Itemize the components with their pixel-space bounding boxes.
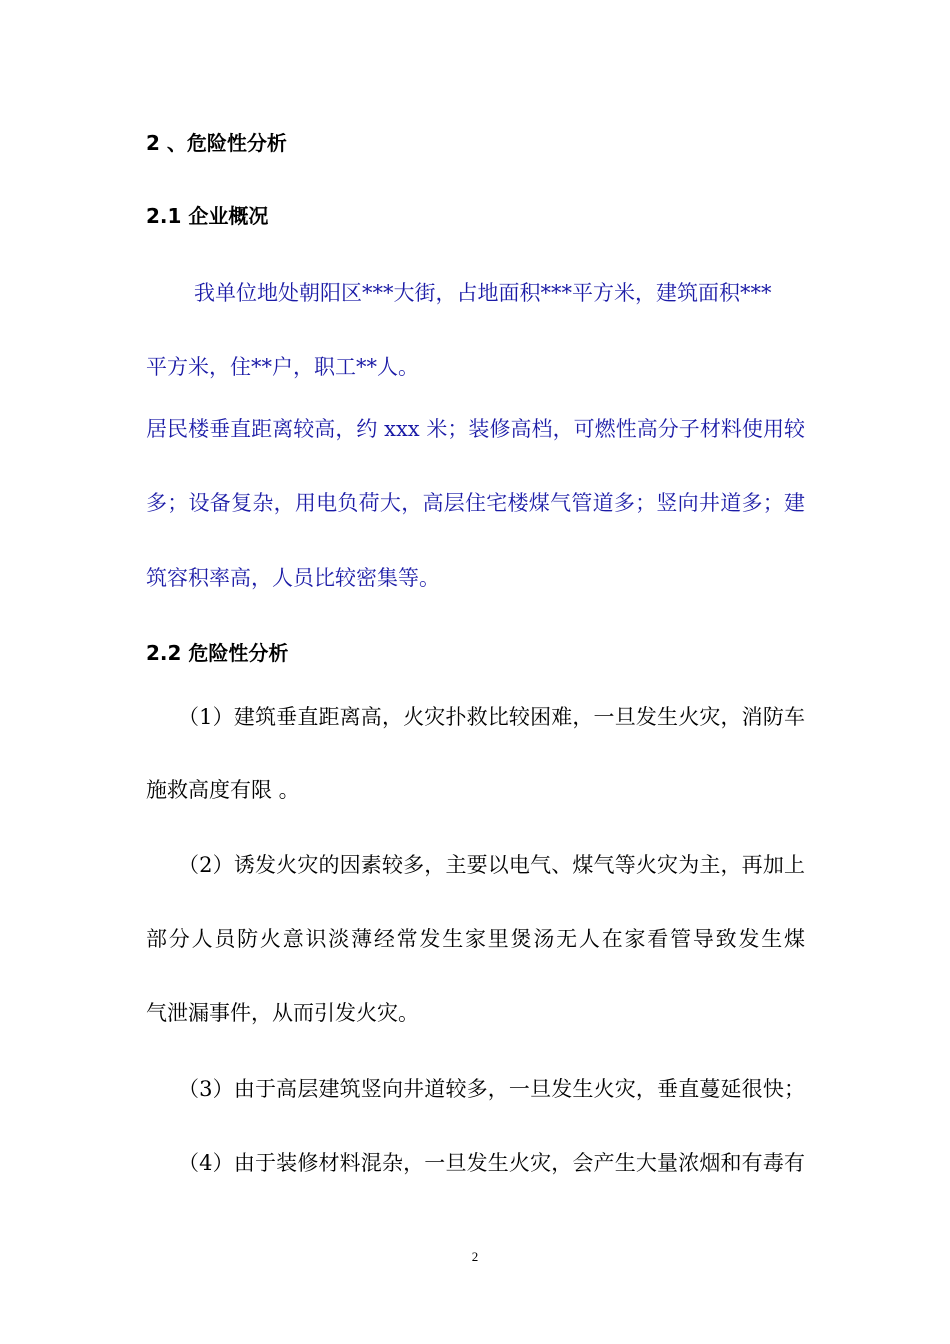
overview-para1-line1: 我单位地处朝阳区***大街，占地面积***平方米，建筑面积***	[194, 281, 772, 305]
analysis-item2-line2: 部分人员防火意识淡薄经常发生家里煲汤无人在家看管导致发生煤	[146, 927, 805, 951]
analysis-item2-line1: （2）诱发火灾的因素较多，主要以电气、煤气等火灾为主，再加上	[178, 853, 805, 877]
analysis-item4-line1: （4）由于装修材料混杂，一旦发生火灾，会产生大量浓烟和有毒有	[178, 1151, 805, 1175]
section-heading: 2 、危险性分析	[146, 131, 287, 155]
subsection-heading-analysis: 2.2 危险性分析	[146, 641, 289, 665]
overview-para1-line2: 平方米，住**户，职工**人。	[146, 355, 419, 379]
page-number: 2	[471, 1249, 479, 1264]
overview-para2-line2: 多；设备复杂，用电负荷大，高层住宅楼煤气管道多；竖向井道多；建	[146, 491, 805, 515]
analysis-item1-line1: （1）建筑垂直距离高，火灾扑救比较困难，一旦发生火灾，消防车	[178, 705, 805, 729]
analysis-item1-line2: 施救高度有限 。	[146, 778, 300, 802]
analysis-item2-line3: 气泄漏事件，从而引发火灾。	[146, 1001, 419, 1025]
subsection-heading-overview: 2.1 企业概况	[146, 204, 269, 228]
overview-para2-line1: 居民楼垂直距离较高，约 xxx 米；装修高档，可燃性高分子材料使用较	[146, 417, 805, 441]
overview-para2-line3: 筑容积率高，人员比较密集等。	[146, 566, 440, 590]
analysis-item3-line1: （3）由于高层建筑竖向井道较多，一旦发生火灾，垂直蔓延很快；	[178, 1077, 805, 1101]
